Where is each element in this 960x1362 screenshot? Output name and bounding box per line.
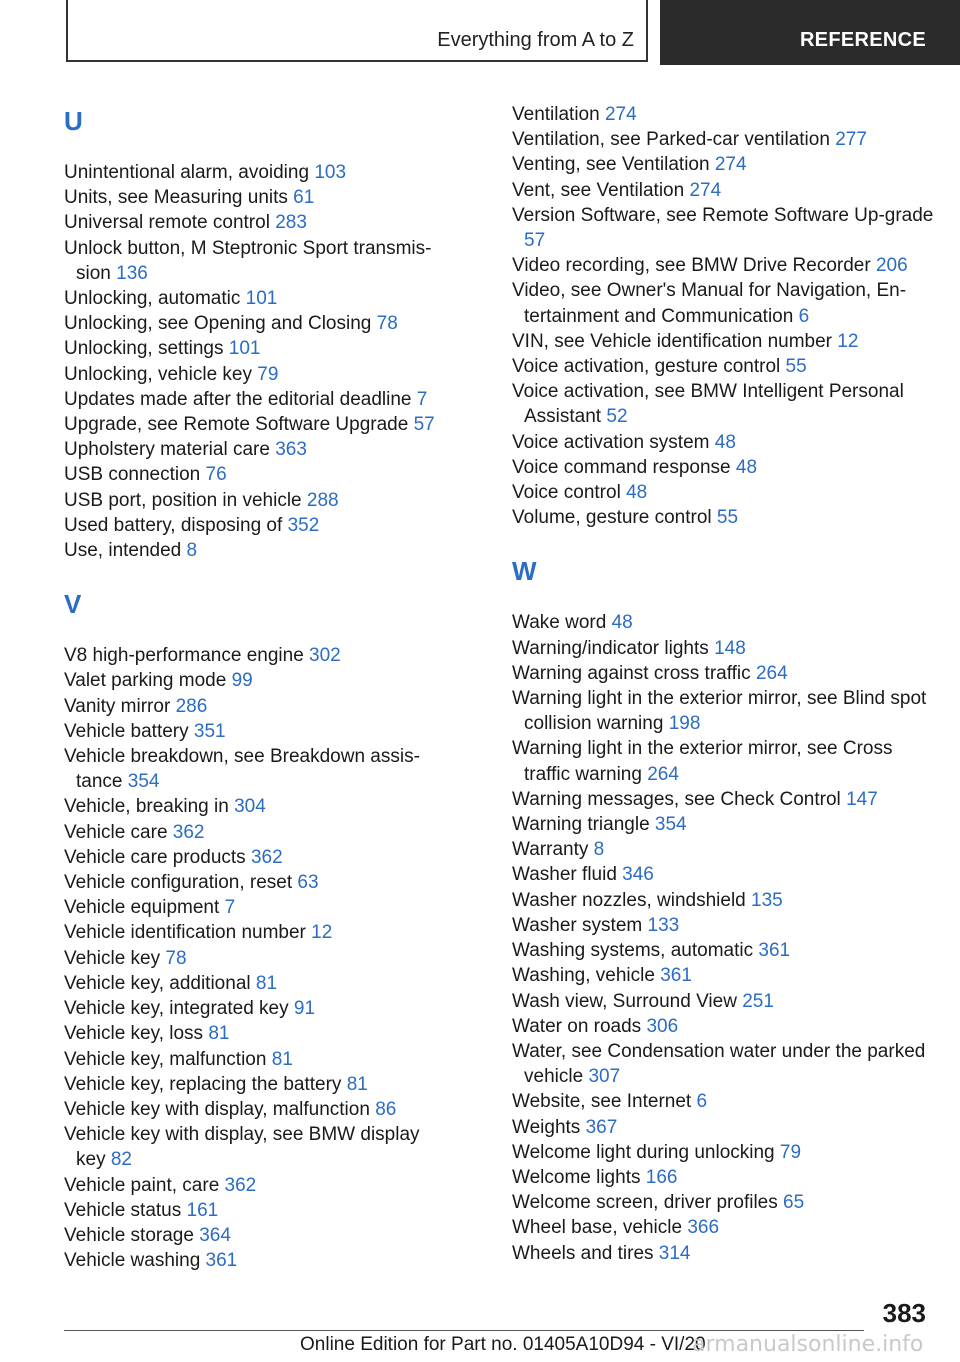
index-entry-text: Vehicle care — [64, 821, 168, 843]
page-reference-link[interactable]: 12 — [837, 330, 859, 352]
section-title: Everything from A to Z — [437, 29, 634, 51]
page-reference-link[interactable]: 198 — [668, 713, 701, 735]
page-reference-link[interactable]: 81 — [271, 1048, 293, 1070]
page-reference-link[interactable]: 306 — [646, 1015, 679, 1037]
index-entry-text: Warning light in the exterior mirror, see Cross traffic warning — [512, 738, 893, 785]
index-entry-text: Unlocking, see Opening and Closing — [64, 313, 372, 335]
page-reference-link[interactable]: 101 — [245, 288, 278, 310]
index-entry — [64, 1122, 444, 1172]
index-entry-text: Voice control — [512, 482, 621, 504]
page-reference-link[interactable]: 86 — [375, 1098, 397, 1120]
index-entry-text: Warning triangle — [512, 814, 650, 836]
index-entry — [64, 185, 444, 210]
index-entry-text: Vehicle key, integrated key — [64, 998, 289, 1020]
page-reference-link[interactable]: 57 — [413, 414, 435, 436]
index-entry-text: Upgrade, see Remote Software Upgrade — [64, 414, 409, 436]
index-letter-heading: V — [64, 589, 82, 620]
index-entry-list — [64, 643, 444, 1273]
page-reference-link[interactable]: 133 — [647, 914, 680, 936]
page-reference-link[interactable]: 78 — [376, 313, 398, 335]
page-reference-link[interactable]: 362 — [250, 846, 283, 868]
index-entry — [64, 794, 444, 819]
index-entry-text: Vehicle care products — [64, 846, 246, 868]
index-entry — [512, 938, 942, 963]
page-reference-link[interactable]: 6 — [798, 305, 810, 327]
index-entry — [512, 253, 942, 278]
index-entry — [512, 1165, 942, 1190]
index-entry — [512, 862, 942, 887]
index-entry — [64, 311, 444, 336]
page-reference-link[interactable]: 76 — [205, 464, 227, 486]
index-entry-text: Warning messages, see Check Control — [512, 788, 841, 810]
index-entry-text: Vehicle key with display, see BMW display key — [64, 1124, 420, 1171]
index-entry-text: Washing, vehicle — [512, 965, 655, 987]
index-entry — [512, 127, 942, 152]
index-entry — [512, 610, 942, 635]
index-entry-text: Vanity mirror — [64, 695, 171, 717]
index-entry-text: Wash view, Surround View — [512, 990, 737, 1012]
page-reference-link[interactable]: 148 — [714, 637, 746, 659]
index-entry-text: Weights — [512, 1116, 581, 1138]
index-entry-text: Volume, gesture control — [512, 507, 712, 529]
index-entry — [64, 210, 444, 235]
index-entry-text: Video, see Owner's Manual for Navigation, En‐tertainment and Communication — [512, 280, 907, 327]
index-entry — [64, 1248, 444, 1273]
index-entry-text: Warranty — [512, 839, 589, 861]
page-reference-link[interactable]: 251 — [742, 990, 774, 1012]
index-entry — [64, 996, 444, 1021]
index-entry — [64, 387, 444, 412]
page-reference-link[interactable]: 264 — [755, 662, 788, 684]
page-reference-link[interactable]: 7 — [224, 897, 236, 919]
page-reference-link[interactable]: 79 — [779, 1141, 802, 1163]
index-entry — [64, 336, 444, 361]
index-entry-text: Ventilation — [512, 104, 600, 125]
index-entry — [512, 963, 942, 988]
index-entry-text: Voice activation system — [512, 431, 710, 453]
page-reference-link[interactable]: 7 — [416, 388, 428, 410]
index-entry — [64, 462, 444, 487]
page-reference-link[interactable]: 136 — [116, 262, 148, 284]
page-reference-link[interactable]: 307 — [588, 1066, 621, 1088]
index-entry-text: Water, see Condensation water under the parked vehicle — [512, 1040, 926, 1088]
index-entry — [64, 1021, 444, 1046]
index-entry — [512, 278, 942, 328]
index-entry — [64, 160, 444, 185]
page-reference-link[interactable]: 57 — [524, 230, 546, 252]
index-entry-text: Washer system — [512, 914, 643, 936]
page-reference-link[interactable]: 206 — [875, 255, 908, 277]
index-entry-text: Welcome light during unlocking — [512, 1141, 775, 1163]
page-header — [0, 0, 960, 65]
page-reference-link[interactable]: 52 — [606, 406, 628, 428]
index-entry — [512, 661, 942, 686]
index-entry-text: Warning light in the exterior mirror, see Blind spot collision warning — [512, 688, 927, 735]
index-entry — [512, 686, 942, 736]
index-entry — [512, 636, 942, 661]
index-entry-text: Vehicle status — [64, 1199, 182, 1221]
index-entry-text: Version Software, see Remote Software Up‐grade — [512, 204, 934, 226]
index-entry — [512, 480, 942, 505]
page-reference-link[interactable]: 363 — [275, 439, 307, 461]
page-reference-link[interactable]: 361 — [660, 965, 692, 987]
index-entry — [512, 178, 942, 203]
page-reference-link[interactable]: 8 — [186, 540, 198, 562]
index-entry-text: Welcome screen, driver profiles — [512, 1192, 778, 1214]
index-entry — [64, 1198, 444, 1223]
index-column-right — [512, 102, 942, 1292]
index-entry-text: Vehicle storage — [64, 1224, 194, 1246]
index-entry-text: Ventilation, see Parked-car ventilation — [512, 129, 830, 151]
index-entry — [64, 719, 444, 744]
index-entry-text: Washing systems, automatic — [512, 940, 754, 962]
chapter-tab-label: REFERENCE — [799, 29, 926, 51]
index-entry-text: Vehicle breakdown, see Breakdown assis‐tance — [64, 746, 420, 793]
index-entry — [64, 971, 444, 996]
index-entry-text: Wake word — [512, 612, 607, 634]
index-entry-text: VIN, see Vehicle identification number — [512, 330, 833, 352]
index-entry-text: Voice command response — [512, 456, 731, 478]
page-reference-link[interactable]: 99 — [231, 670, 253, 692]
section-title-box — [66, 0, 648, 62]
index-entry-text: Used battery, disposing of — [64, 514, 283, 536]
chapter-tab — [660, 0, 960, 65]
page-reference-link[interactable]: 361 — [758, 940, 791, 962]
page-reference-link[interactable]: 166 — [645, 1166, 678, 1188]
index-entry-text: Unlocking, settings — [64, 338, 224, 360]
page-reference-link[interactable]: 101 — [228, 338, 261, 360]
index-entry — [64, 870, 444, 895]
page-reference-link[interactable]: 81 — [255, 972, 278, 994]
page-reference-link[interactable]: 91 — [293, 998, 316, 1020]
page-reference-link[interactable]: 286 — [175, 695, 208, 717]
index-entry — [64, 286, 444, 311]
page-reference-link[interactable]: 366 — [687, 1217, 720, 1239]
index-entry — [64, 236, 444, 286]
index-entry — [64, 538, 444, 563]
page-reference-link[interactable]: 351 — [193, 720, 226, 742]
index-entry-text: Wheels and tires — [512, 1242, 654, 1264]
index-entry-text: Warning against cross traffic — [512, 662, 751, 684]
index-entry-text: Unlocking, vehicle key — [64, 363, 252, 385]
page-reference-link[interactable]: 79 — [257, 363, 279, 385]
index-entry-text: Updates made after the editorial deadline — [64, 388, 412, 410]
page-reference-link[interactable]: 274 — [604, 104, 637, 125]
index-entry-text: Welcome lights — [512, 1166, 641, 1188]
index-entry — [512, 505, 942, 530]
index-entry-list — [512, 102, 942, 530]
index-entry — [512, 354, 942, 379]
index-entry — [512, 1241, 942, 1266]
index-entry-text: Venting, see Ventilation — [512, 154, 710, 176]
page-reference-link[interactable]: 304 — [234, 796, 266, 818]
index-entry — [64, 1097, 444, 1122]
index-entry-text: Water on roads — [512, 1015, 642, 1037]
page-reference-link[interactable]: 354 — [654, 814, 687, 836]
page-reference-link[interactable]: 161 — [186, 1199, 219, 1221]
index-entry — [512, 329, 942, 354]
page-reference-link[interactable]: 346 — [622, 864, 654, 886]
index-entry-text: Voice activation, gesture control — [512, 356, 781, 378]
page-reference-link[interactable]: 6 — [696, 1091, 708, 1113]
footer-divider — [64, 1330, 864, 1331]
index-entry — [512, 1215, 942, 1240]
index-entry — [64, 668, 444, 693]
index-entry-text: Use, intended — [64, 540, 182, 562]
page-reference-link[interactable]: 135 — [751, 889, 783, 911]
index-letter-heading: W — [512, 556, 537, 587]
index-entry-text: V8 high-performance engine — [64, 645, 304, 667]
index-entry-text: Unintentional alarm, avoiding — [64, 162, 310, 183]
page-reference-link[interactable]: 82 — [110, 1149, 132, 1171]
page-reference-link[interactable]: 61 — [293, 187, 315, 209]
index-entry-text: Valet parking mode — [64, 670, 227, 692]
index-entry — [64, 412, 444, 437]
page-reference-link[interactable]: 103 — [314, 162, 347, 183]
index-entry-text: Unlocking, automatic — [64, 288, 241, 310]
page-reference-link[interactable]: 48 — [626, 482, 648, 504]
index-entry — [512, 455, 942, 480]
index-entry — [512, 102, 942, 127]
index-entry-text: Vehicle configuration, reset — [64, 872, 293, 894]
page-reference-link[interactable]: 274 — [689, 179, 722, 201]
index-entry — [64, 946, 444, 971]
index-entry — [512, 152, 942, 177]
page-number: 383 — [882, 1298, 926, 1328]
page-reference-link[interactable]: 147 — [846, 788, 878, 810]
index-entry — [64, 643, 444, 668]
index-entry-list — [64, 160, 444, 563]
index-entry-text: Vehicle battery — [64, 720, 189, 742]
page-reference-link[interactable]: 81 — [208, 1023, 230, 1045]
index-entry-text: Vehicle key, malfunction — [64, 1048, 267, 1070]
index-entry-text: Vehicle identification number — [64, 922, 306, 944]
page-reference-link[interactable]: 364 — [199, 1224, 231, 1246]
page-reference-link[interactable]: 354 — [127, 771, 160, 793]
index-entry-list — [512, 610, 942, 1265]
page-reference-link[interactable]: 81 — [346, 1073, 368, 1095]
index-entry-text: Vehicle equipment — [64, 897, 220, 919]
watermark: armanualsonline.info — [692, 1332, 924, 1357]
page-reference-link[interactable]: 314 — [658, 1242, 691, 1264]
index-entry — [512, 812, 942, 837]
page-reference-link[interactable]: 362 — [224, 1174, 257, 1196]
index-entry-text: Wheel base, vehicle — [512, 1217, 683, 1239]
page-reference-link[interactable]: 63 — [297, 872, 319, 894]
index-entry — [64, 362, 444, 387]
page-reference-link[interactable]: 8 — [593, 839, 605, 861]
index-entry — [64, 1072, 444, 1097]
page-reference-link[interactable]: 264 — [647, 763, 679, 785]
index-entry-text: Vehicle key, additional — [64, 972, 251, 994]
index-entry-text: Vehicle key with display, malfunction — [64, 1098, 370, 1120]
index-entry-text: Vehicle paint, care — [64, 1174, 220, 1196]
index-column-left — [64, 102, 444, 1299]
index-entry-text: Video recording, see BMW Drive Recorder — [512, 255, 871, 277]
index-entry — [512, 430, 942, 455]
index-entry-text: Vehicle key, loss — [64, 1023, 204, 1045]
index-letter-heading: U — [64, 106, 83, 136]
page-reference-link[interactable]: 283 — [275, 212, 307, 234]
index-entry — [512, 1039, 942, 1089]
index-entry-text: USB connection — [64, 464, 201, 486]
index-entry — [512, 1190, 942, 1215]
index-entry-text: Unlock button, M Steptronic Sport transmis‐sion — [64, 237, 432, 284]
index-entry — [64, 513, 444, 538]
index-entry-text: Washer fluid — [512, 864, 617, 886]
index-entry-text: Universal remote control — [64, 212, 270, 234]
index-entry — [512, 1140, 942, 1165]
page-reference-link[interactable]: 65 — [783, 1192, 805, 1214]
index-entry-text: Website, see Internet — [512, 1091, 692, 1113]
index-entry-text: Vehicle, breaking in — [64, 796, 229, 818]
index-entry — [64, 488, 444, 513]
index-entry — [512, 1089, 942, 1114]
index-entry — [64, 437, 444, 462]
index-entry-text: USB port, position in vehicle — [64, 489, 302, 511]
page-reference-link[interactable]: 288 — [306, 489, 339, 511]
index-entry — [512, 1115, 942, 1140]
index-entry — [64, 1173, 444, 1198]
page-reference-link[interactable]: 55 — [785, 356, 807, 378]
index-entry — [512, 379, 942, 429]
index-entry — [512, 913, 942, 938]
index-entry — [64, 895, 444, 920]
index-entry-text: Units, see Measuring units — [64, 187, 288, 209]
index-entry — [512, 203, 942, 253]
index-entry — [512, 837, 942, 862]
page-reference-link[interactable]: 367 — [585, 1116, 618, 1138]
index-entry — [64, 845, 444, 870]
index-entry — [64, 694, 444, 719]
index-entry-text: Vehicle key, replacing the battery — [64, 1073, 342, 1095]
page-reference-link[interactable]: 12 — [311, 922, 333, 944]
index-entry — [512, 888, 942, 913]
page-reference-link[interactable]: 277 — [835, 129, 867, 151]
index-entry — [64, 920, 444, 945]
page-reference-link[interactable]: 48 — [735, 456, 758, 478]
index-entry-text: Warning/indicator lights — [512, 637, 709, 659]
index-entry — [512, 736, 942, 786]
index-entry-text: Vehicle washing — [64, 1250, 201, 1272]
edition-note: Online Edition for Part no. 01405A10D94 - VI/20 — [300, 1334, 706, 1355]
index-entry-text: Upholstery material care — [64, 439, 270, 461]
page-reference-link[interactable]: 274 — [714, 154, 747, 176]
index-entry-text: Vehicle key — [64, 947, 161, 969]
page-reference-link[interactable]: 362 — [172, 821, 205, 843]
index-entry-text: Washer nozzles, windshield — [512, 889, 746, 911]
page-reference-link[interactable]: 48 — [714, 431, 736, 453]
page-reference-link[interactable]: 352 — [287, 514, 320, 536]
index-entry — [64, 1223, 444, 1248]
page-reference-link[interactable]: 361 — [205, 1250, 238, 1272]
index-entry — [64, 1047, 444, 1072]
index-entry — [512, 1014, 942, 1039]
page-reference-link[interactable]: 48 — [611, 612, 633, 634]
index-entry-text: Voice activation, see BMW Intelligent Personal Assistant — [512, 381, 904, 428]
index-entry-text: Vent, see Ventilation — [512, 179, 685, 201]
index-entry — [512, 787, 942, 812]
page-reference-link[interactable]: 78 — [165, 947, 187, 969]
index-entry — [512, 989, 942, 1014]
page-reference-link[interactable]: 302 — [309, 645, 341, 667]
index-entry — [64, 820, 444, 845]
index-entry — [64, 744, 444, 794]
page-reference-link[interactable]: 55 — [716, 507, 739, 529]
